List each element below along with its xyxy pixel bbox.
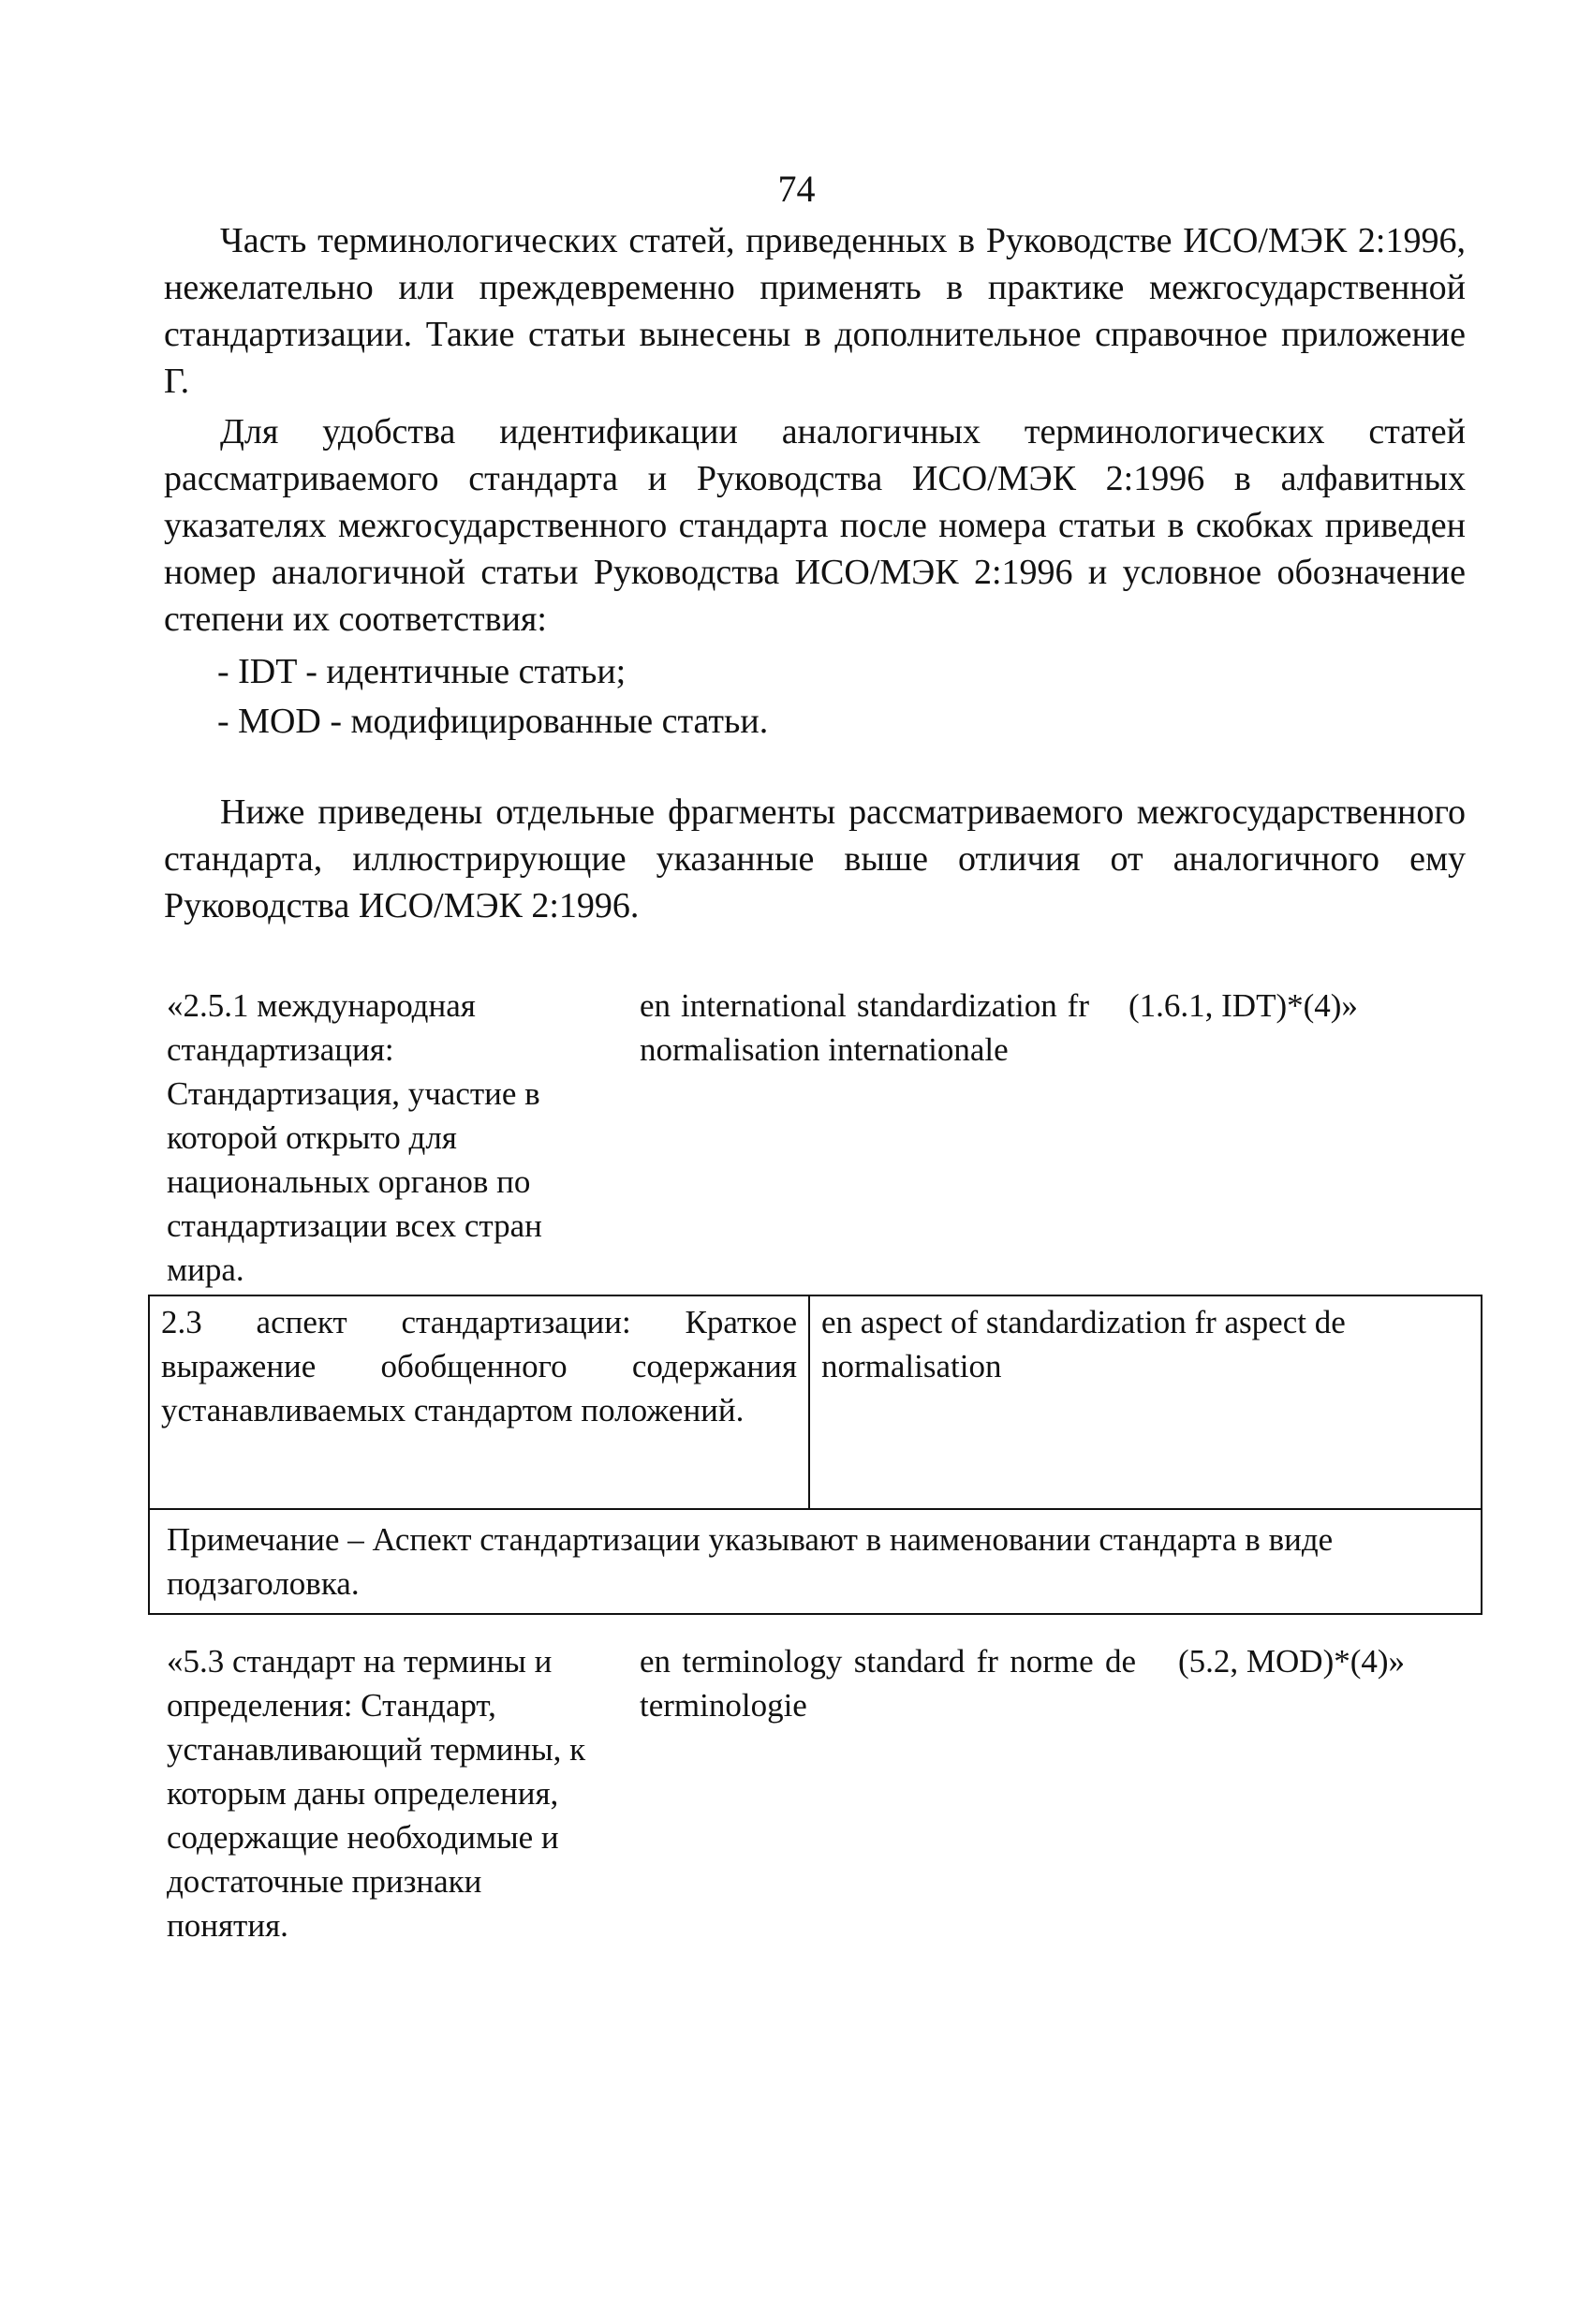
entry-2-term: «5.3 стандарт на термины и определения: Стандарт, устанавливающий термины, к которым даны определения, содержащие необходимые и достаточные признаки понятия.: [167, 1643, 586, 1944]
entry-2-reference: (5.2, MOD)*(4)»: [1178, 1643, 1406, 1680]
table-row: [149, 1295, 1482, 1509]
intro-paragraph-2: [164, 408, 1466, 643]
table-note-cell: Примечание – Аспект стандартизации указывают в наименовании стандарта в виде подзаголовка.: [149, 1509, 1482, 1614]
list-item-mod: - MOD - модифицированные статьи.: [217, 702, 769, 741]
intro-paragraph-1-text: Часть терминологических статей, приведенных в Руководстве ИСО/МЭК 2:1996, нежелательно или преждевременно применять в практике межгосударственной стандартизации. Такие статьи вынесены в дополнительное справочное приложение Г.: [164, 221, 1466, 401]
table-term-cell: 2.3 аспект стандартизации: Краткое выражение обобщенного содержания устанавливаемых стандартом положений.: [149, 1295, 809, 1509]
entry-2-translations: en terminology standard fr norme de terminologie: [640, 1643, 1136, 1724]
entry-1-translations: en international standardization fr normalisation internationale: [640, 987, 1089, 1068]
table-translations-cell: en aspect of standardization fr aspect de normalisation: [809, 1295, 1482, 1509]
list-item-idt: - IDT - идентичные статьи;: [217, 652, 627, 691]
intro-paragraph-2-text: Для удобства идентификации аналогичных терминологических статей рассматриваемого стандарта и Руководства ИСО/МЭК 2:1996 в алфавитных указателях межгосударственного стандарта после номера статьи в скобках приведен номер аналогичной статьи Руководства ИСО/МЭК 2:1996 и условное обозначение степени их соответствия:: [164, 412, 1466, 639]
aspect-table: [148, 1295, 1482, 1615]
entry-1-term: «2.5.1 международная стандартизация: Стандартизация, участие в которой открыто для национальных органов по стандартизации всех стран мира.: [167, 987, 542, 1288]
page-number: 74: [777, 168, 816, 210]
entry-1-reference: (1.6.1, IDT)*(4)»: [1128, 987, 1358, 1024]
intro-paragraph-3-text: Ниже приведены отдельные фрагменты рассматриваемого межгосударственного стандарта, иллюстрирующие указанные выше отличия от аналогичного ему Руководства ИСО/МЭК 2:1996.: [164, 792, 1466, 925]
table-note-row: [149, 1509, 1482, 1614]
intro-paragraph-3: [164, 789, 1466, 929]
intro-paragraph-1: [164, 217, 1466, 405]
